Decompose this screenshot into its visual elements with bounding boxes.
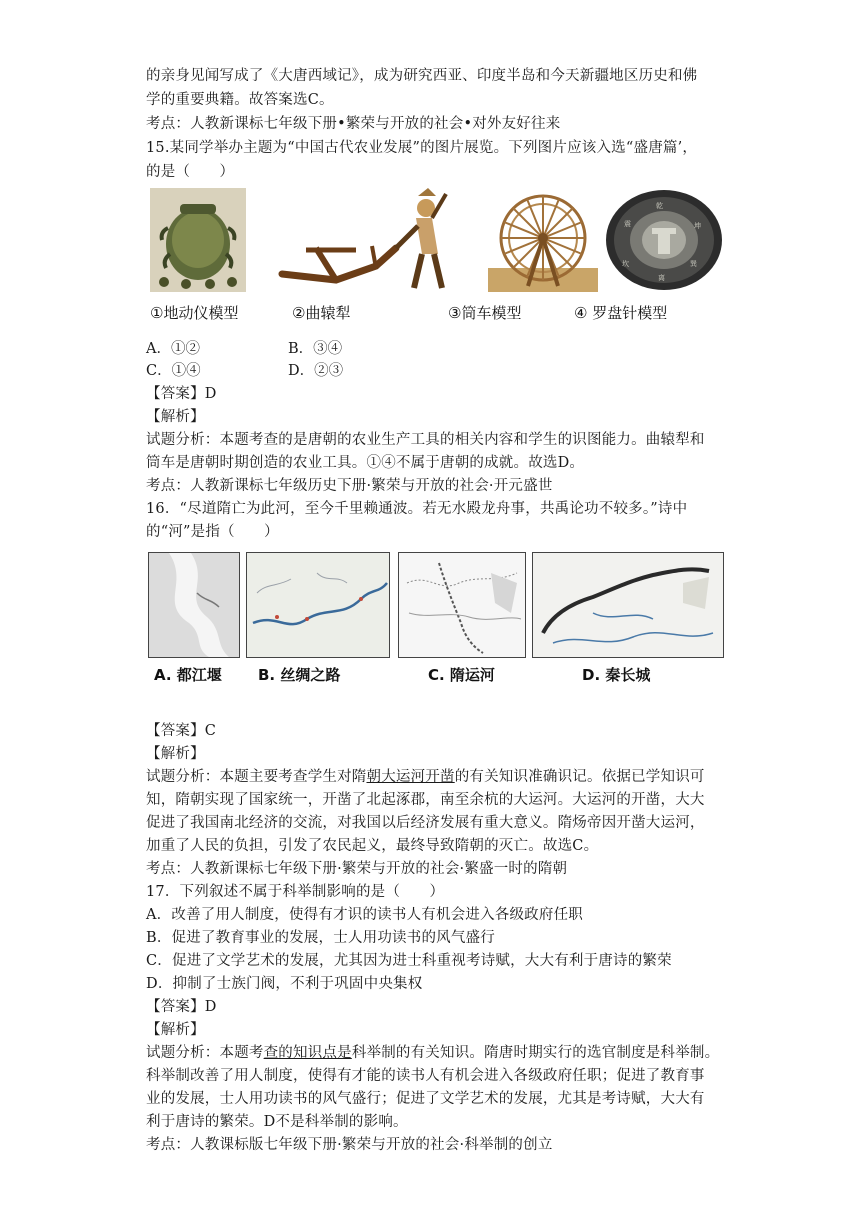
question-15-figure (146, 186, 726, 328)
svg-text:坤: 坤 (694, 222, 701, 230)
analysis-line (146, 766, 726, 788)
point-line: 考点：人教新课标七年级历史下册·繁荣与开放的社会·开元盛世 (146, 478, 553, 494)
silk-road-map (246, 552, 390, 658)
point-line: 考点：人教课标版七年级下册·繁荣与开放的社会·科举制的创立 (146, 1137, 553, 1153)
figure-caption: ③筒车模型 (448, 304, 522, 322)
map-caption: D. 秦长城 (582, 666, 651, 684)
analysis-line: 业的发展，士人用功读书的风气盛行；促进了文学艺术的发展，尤其是考诗赋，大大有 (146, 1091, 705, 1107)
analysis-line: 促进了我国南北经济的交流，对我国以后经济发展有重大意义。隋炀帝因开凿大运河， (146, 815, 705, 831)
map-caption: A. 都江堰 (154, 666, 222, 684)
seismograph-image (150, 188, 246, 292)
analysis-line: 筒车是唐朝时期创造的农业工具。①④不属于唐朝的成就。故选D。 (146, 455, 585, 471)
option-a: A．改善了用人制度，使得有才识的读书人有机会进入各级政府任职 (146, 907, 583, 923)
answer-line: 【答案】D (146, 386, 217, 402)
question-16-figure (146, 552, 726, 692)
option-c: C．促进了文学艺术的发展，尤其因为进士科重视考诗赋，大大有利于唐诗的繁荣 (146, 953, 672, 969)
figure-caption: ①地动仪模型 (150, 304, 239, 322)
analysis-line: 知，隋朝实现了国家统一，开凿了北起涿郡，南至余杭的大运河。大运河的开凿，大大 (146, 792, 705, 808)
answer-line: 【答案】D (146, 999, 217, 1015)
curved-plough-image (276, 188, 456, 292)
text-line: 的亲身见闻写成了《大唐西域记》，成为研究西亚、印度半岛和今天新疆地区历史和佛 (146, 68, 698, 84)
map-caption: B. 丝绸之路 (258, 666, 341, 684)
analysis-title: 【解析】 (146, 409, 205, 425)
question-16-stem: 16．“尽道隋亡为此河，至今千里赖通波。若无水殿龙舟事，共禹论功不较多。”诗中 (146, 501, 688, 517)
figure-caption: ②曲辕犁 (292, 304, 351, 322)
question-17-stem: 17．下列叙述不属于科举制影响的是（ ） (146, 884, 445, 900)
option-b: B．促进了教育事业的发展，士人用功读书的风气盛行 (146, 930, 495, 946)
svg-text:坎: 坎 (622, 260, 629, 268)
analysis-line: 试题分析：本题考查的是唐朝的农业生产工具的相关内容和学生的识图能力。曲辕犁和 (146, 432, 705, 448)
text-line: 学的重要典籍。故答案选C。 (146, 92, 334, 108)
answer-line: 【答案】C (146, 723, 217, 739)
compass-image (602, 188, 726, 292)
analysis-title: 【解析】 (146, 1022, 205, 1038)
option-d: D．抑制了士族门阀，不利于巩固中央集权 (146, 976, 423, 992)
question-16-stem: 的“河”是指（ ） (146, 524, 279, 540)
analysis-text: 科举制的有关知识。隋唐时期实行的选官制度是科举制。 (351, 1045, 720, 1061)
svg-text:巽: 巽 (690, 260, 697, 268)
figure-caption: ④ 罗盘针模型 (574, 304, 668, 322)
analysis-line: 科举制改善了用人制度，使得有才能的读书人有机会进入各级政府任职；促进了教育事 (146, 1068, 705, 1084)
svg-text:震: 震 (624, 220, 631, 228)
underlined-term: 朝大运河开凿 (366, 769, 455, 785)
option-a: A．①② (146, 341, 200, 357)
analysis-text: 试题分析：本题考 (146, 1045, 264, 1061)
analysis-text: 试题分析：本题主要考查学生对隋 (146, 769, 367, 785)
analysis-title: 【解析】 (146, 746, 205, 762)
water-wheel-image (488, 188, 598, 292)
great-wall-map (532, 552, 724, 658)
svg-text:离: 离 (658, 274, 665, 282)
underlined-term: 查的知识点是 (263, 1045, 352, 1061)
grand-canal-map (398, 552, 526, 658)
point-line: 考点：人教新课标七年级下册·繁荣与开放的社会·繁盛一时的隋朝 (146, 861, 568, 877)
dujiangyan-map (148, 552, 240, 658)
analysis-line: 利于唐诗的繁荣。D不是科举制的影响。 (146, 1114, 408, 1130)
analysis-text: 的有关知识准确识记。依据已学知识可 (454, 769, 705, 785)
map-caption: C. 隋运河 (428, 666, 495, 684)
option-d: D．②③ (288, 363, 344, 379)
analysis-line (146, 1042, 726, 1064)
svg-text:乾: 乾 (656, 202, 663, 210)
question-15-stem: 的是（ ） (146, 164, 235, 180)
option-c: C．①④ (146, 363, 201, 379)
analysis-line: 加重了人民的负担，引发了农民起义，最终导致隋朝的灭亡。故选C。 (146, 838, 599, 854)
point-line: 考点：人教新课标七年级下册•繁荣与开放的社会•对外友好往来 (146, 116, 561, 132)
question-15-stem: 15.某同学举办主题为“中国古代农业发展”的图片展览。下列图片应该入选“盛唐篇’， (146, 140, 698, 156)
option-b: B．③④ (288, 341, 343, 357)
